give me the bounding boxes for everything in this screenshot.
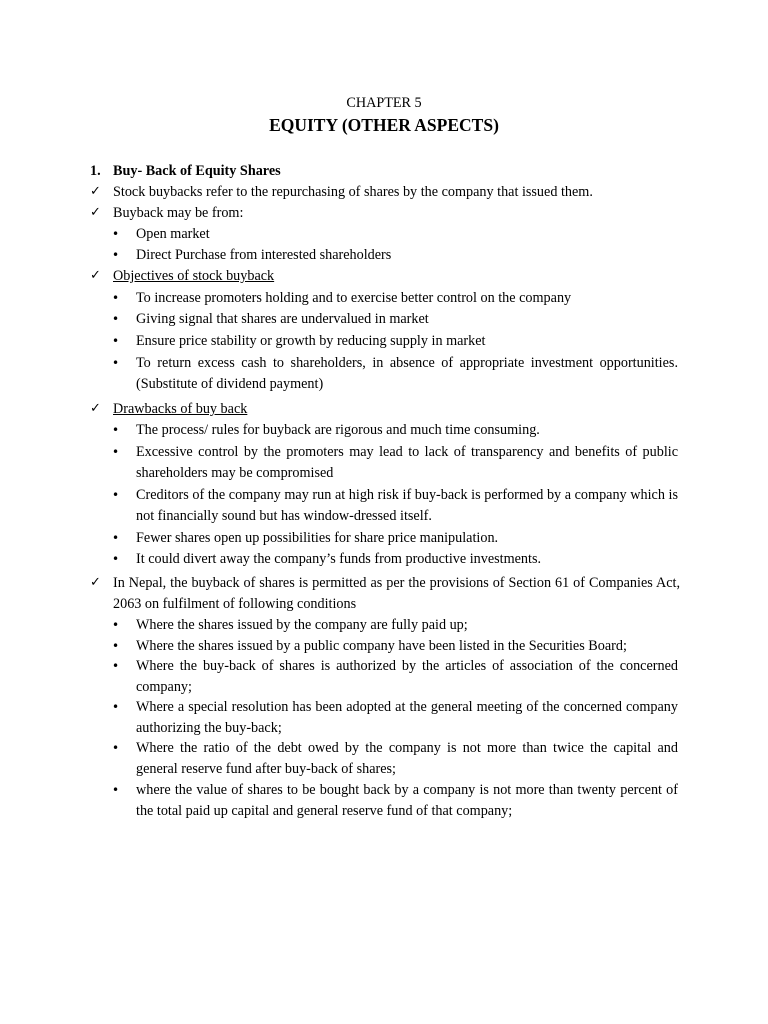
bullet-item-text: Where the buy-back of shares is authorized by the articles of association of the concerned company; bbox=[136, 658, 678, 695]
bullet-icon: • bbox=[112, 783, 120, 797]
checkmark-icon: ✓ bbox=[90, 205, 101, 220]
bullet-item-text: Creditors of the company may run at high risk if buy-back is performed by a company which is not financially sound but has window-dressed itself. bbox=[136, 487, 678, 524]
bullet-item-text: Where the shares issued by a public company have been listed in the Securities Board; bbox=[136, 638, 627, 654]
checklist-item-text: Buyback may be from: bbox=[113, 205, 244, 221]
bullet-item-text: Ensure price stability or growth by reducing supply in market bbox=[136, 333, 486, 349]
bullet-icon: • bbox=[112, 700, 120, 714]
bullet-item-text: Where a special resolution has been adopted at the general meeting of the concerned company authorizing the buy-back; bbox=[136, 699, 678, 736]
chapter-label: CHAPTER 5 bbox=[346, 95, 422, 111]
bullet-item-text: The process/ rules for buyback are rigorous and much time consuming. bbox=[136, 422, 540, 438]
bullet-icon: • bbox=[112, 741, 120, 755]
objectives-subheading: Objectives of stock buyback bbox=[113, 268, 275, 284]
bullet-icon: • bbox=[112, 248, 120, 262]
bullet-icon: • bbox=[112, 356, 120, 370]
section-heading bbox=[90, 161, 281, 182]
checkmark-icon: ✓ bbox=[90, 184, 101, 199]
bullet-item-text: It could divert away the company’s funds from productive investments. bbox=[136, 551, 542, 567]
bullet-item-text: Where the ratio of the debt owed by the company is not more than twice the capital and general reserve fund after buy-back of shares; bbox=[136, 740, 678, 777]
checkmark-icon: ✓ bbox=[90, 401, 101, 416]
chapter-title: EQUITY (OTHER ASPECTS) bbox=[269, 115, 499, 135]
bullet-item-text: where the value of shares to be bought back by a company is not more than twenty percent of the total paid up capital and general reserve fund of that company; bbox=[136, 782, 678, 819]
bullet-item-text: Fewer shares open up possibilities for share price manipulation. bbox=[136, 530, 499, 546]
bullet-item-text: Giving signal that shares are undervalued in market bbox=[136, 311, 429, 327]
bullet-icon: • bbox=[112, 227, 120, 241]
bullet-item-text: Open market bbox=[136, 226, 210, 242]
bullet-icon: • bbox=[112, 445, 120, 459]
bullet-item-text: Where the shares issued by the company are fully paid up; bbox=[136, 617, 468, 633]
bullet-icon: • bbox=[112, 618, 120, 632]
bullet-icon: • bbox=[112, 552, 120, 566]
bullet-icon: • bbox=[112, 334, 120, 348]
drawbacks-subheading: Drawbacks of buy back bbox=[113, 401, 248, 417]
bullet-item-text: To return excess cash to shareholders, in absence of appropriate investment opportunities. (Substitute of dividend payment) bbox=[136, 355, 678, 392]
bullet-item-text: Excessive control by the promoters may lead to lack of transparency and benefits of public shareholders may be compromised bbox=[136, 444, 678, 481]
bullet-item-text: Direct Purchase from interested shareholders bbox=[136, 247, 392, 263]
section-number: 1. bbox=[90, 163, 101, 179]
checkmark-icon: ✓ bbox=[90, 268, 101, 283]
bullet-icon: • bbox=[112, 531, 120, 545]
checkmark-icon: ✓ bbox=[90, 575, 101, 590]
section-heading-text: Buy- Back of Equity Shares bbox=[113, 163, 281, 179]
bullet-icon: • bbox=[112, 312, 120, 326]
bullet-icon: • bbox=[112, 639, 120, 653]
bullet-icon: • bbox=[112, 423, 120, 437]
checklist-item-text: In Nepal, the buyback of shares is permitted as per the provisions of Section 61 of Companies Act, 2063 on fulfilment of following conditions bbox=[113, 575, 680, 612]
bullet-icon: • bbox=[112, 488, 120, 502]
bullet-icon: • bbox=[112, 659, 120, 673]
bullet-item-text: To increase promoters holding and to exercise better control on the company bbox=[136, 290, 572, 306]
checklist-item-text: Stock buybacks refer to the repurchasing of shares by the company that issued them. bbox=[113, 184, 593, 200]
bullet-icon: • bbox=[112, 291, 120, 305]
